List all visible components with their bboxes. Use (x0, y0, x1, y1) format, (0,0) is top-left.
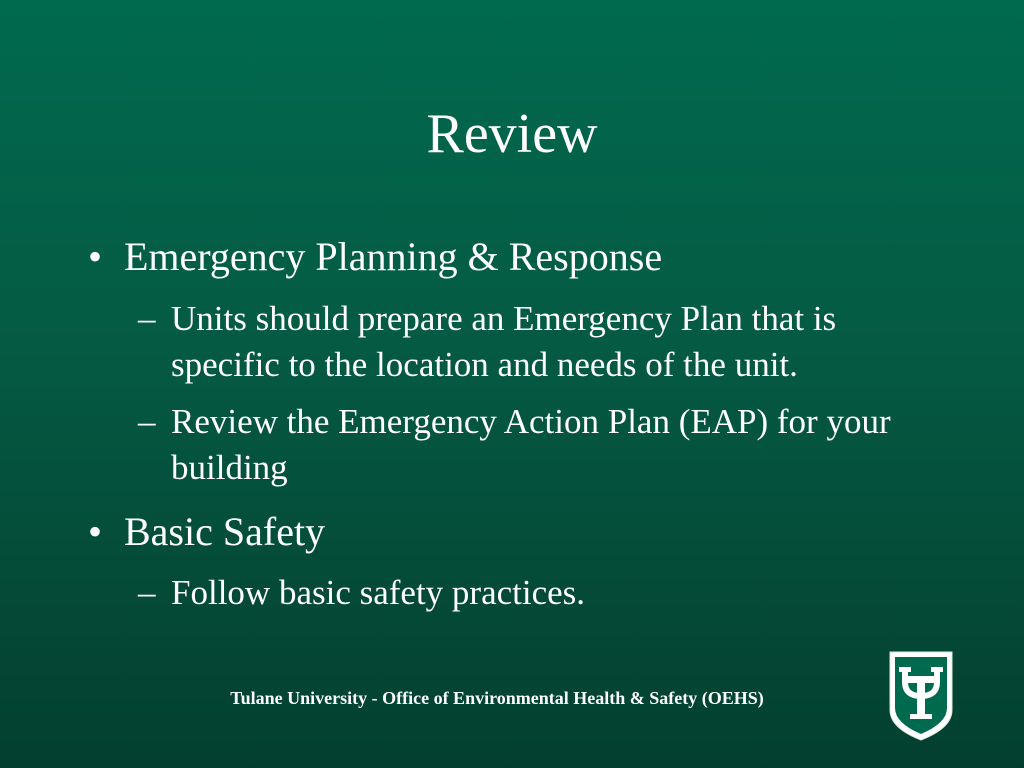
sub-item-text: Review the Emergency Action Plan (EAP) for your building (171, 402, 891, 487)
sub-item-marker: – (138, 299, 156, 338)
bullet-marker: • (88, 509, 103, 554)
sub-item-emergency-plan (138, 296, 938, 388)
sub-item-safety-practices (138, 570, 938, 616)
slide-title: Review (426, 103, 598, 165)
sub-item-text: Follow basic safety practices. (171, 573, 586, 612)
bullet-text: Emergency Planning & Response (124, 234, 663, 279)
sub-item-marker: – (138, 402, 156, 441)
sub-item-text: Units should prepare an Emergency Plan that is specific to the location and needs of the unit. (171, 299, 837, 384)
bullet-marker: • (88, 234, 103, 279)
bullet-item-basic-safety (88, 509, 325, 555)
slide-footer: Tulane University - Office of Environmental Health & Safety (OEHS) (230, 688, 764, 708)
sub-item-marker: – (138, 573, 156, 612)
bullet-item-emergency-planning (88, 234, 662, 280)
bullet-text: Basic Safety (124, 509, 326, 554)
sub-item-eap (138, 399, 938, 491)
tulane-shield-logo-icon (888, 650, 954, 742)
